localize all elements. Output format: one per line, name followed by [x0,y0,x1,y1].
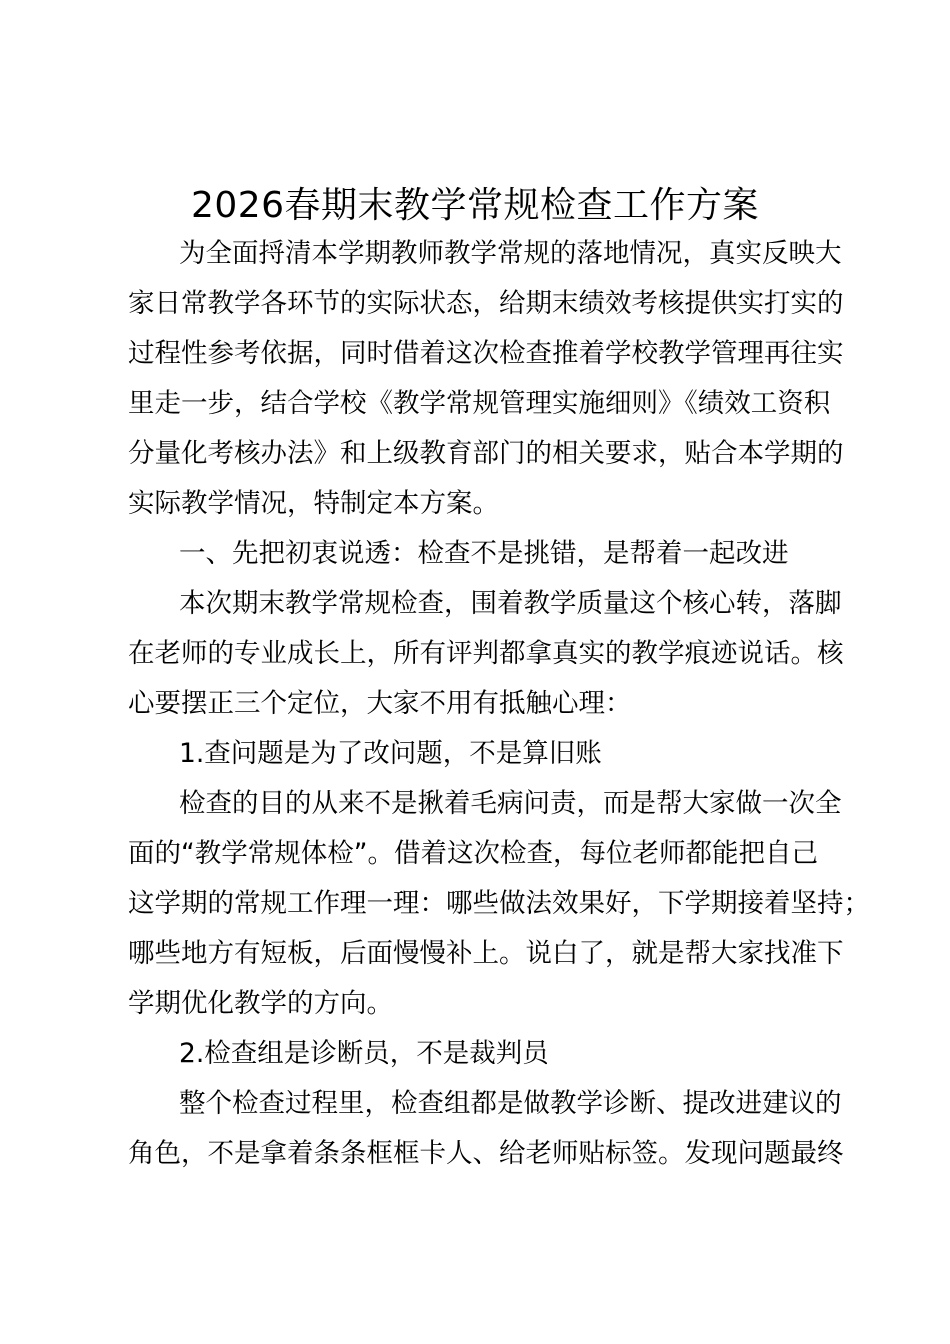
subsection-heading: 1.查问题是为了改问题，不是算旧账 [179,738,602,769]
paragraph-line: 家日常教学各环节的实际状态，给期末绩效考核提供实打实的 [128,288,844,319]
section-heading: 一、先把初衷说透：检查不是挑错，是帮着一起改进 [179,538,789,569]
paragraph-line: 哪些地方有短板，后面慢慢补上。说白了，就是帮大家找准下 [128,938,844,969]
paragraph-line: 学期优化教学的方向。 [128,988,393,1019]
paragraph-line: 角色，不是拿着条条框框卡人、给老师贴标签。发现问题最终 [128,1138,844,1169]
document-title: 2026春期末教学常规检查工作方案 [190,185,760,226]
paragraph-line: 过程性参考依据，同时借着这次检查推着学校教学管理再往实 [128,338,844,369]
paragraph-line: 本次期末教学常规检查，围着教学质量这个核心转，落脚 [179,588,842,619]
paragraph-line: 这学期的常规工作理一理：哪些做法效果好，下学期接着坚持； [128,888,870,919]
paragraph-line: 分量化考核办法》和上级教育部门的相关要求，贴合本学期的 [128,438,844,469]
paragraph-line: 整个检查过程里，检查组都是做教学诊断、提改进建议的 [179,1088,842,1119]
paragraph-line: 面的“教学常规体检”。借着这次检查，每位老师都能把自己 [128,838,818,869]
paragraph-line: 心要摆正三个定位，大家不用有抵触心理： [128,688,632,719]
paragraph-line: 检查的目的从来不是揪着毛病问责，而是帮大家做一次全 [179,788,842,819]
paragraph-line: 里走一步，结合学校《教学常规管理实施细则》《绩效工资积 [128,388,831,419]
paragraph-line: 实际教学情况，特制定本方案。 [128,488,499,519]
paragraph-line: 在老师的专业成长上，所有评判都拿真实的教学痕迹说话。核 [128,638,844,669]
paragraph-line: 为全面捋清本学期教师教学常规的落地情况，真实反映大 [179,238,842,269]
subsection-heading: 2.检查组是诊断员，不是裁判员 [179,1038,549,1069]
